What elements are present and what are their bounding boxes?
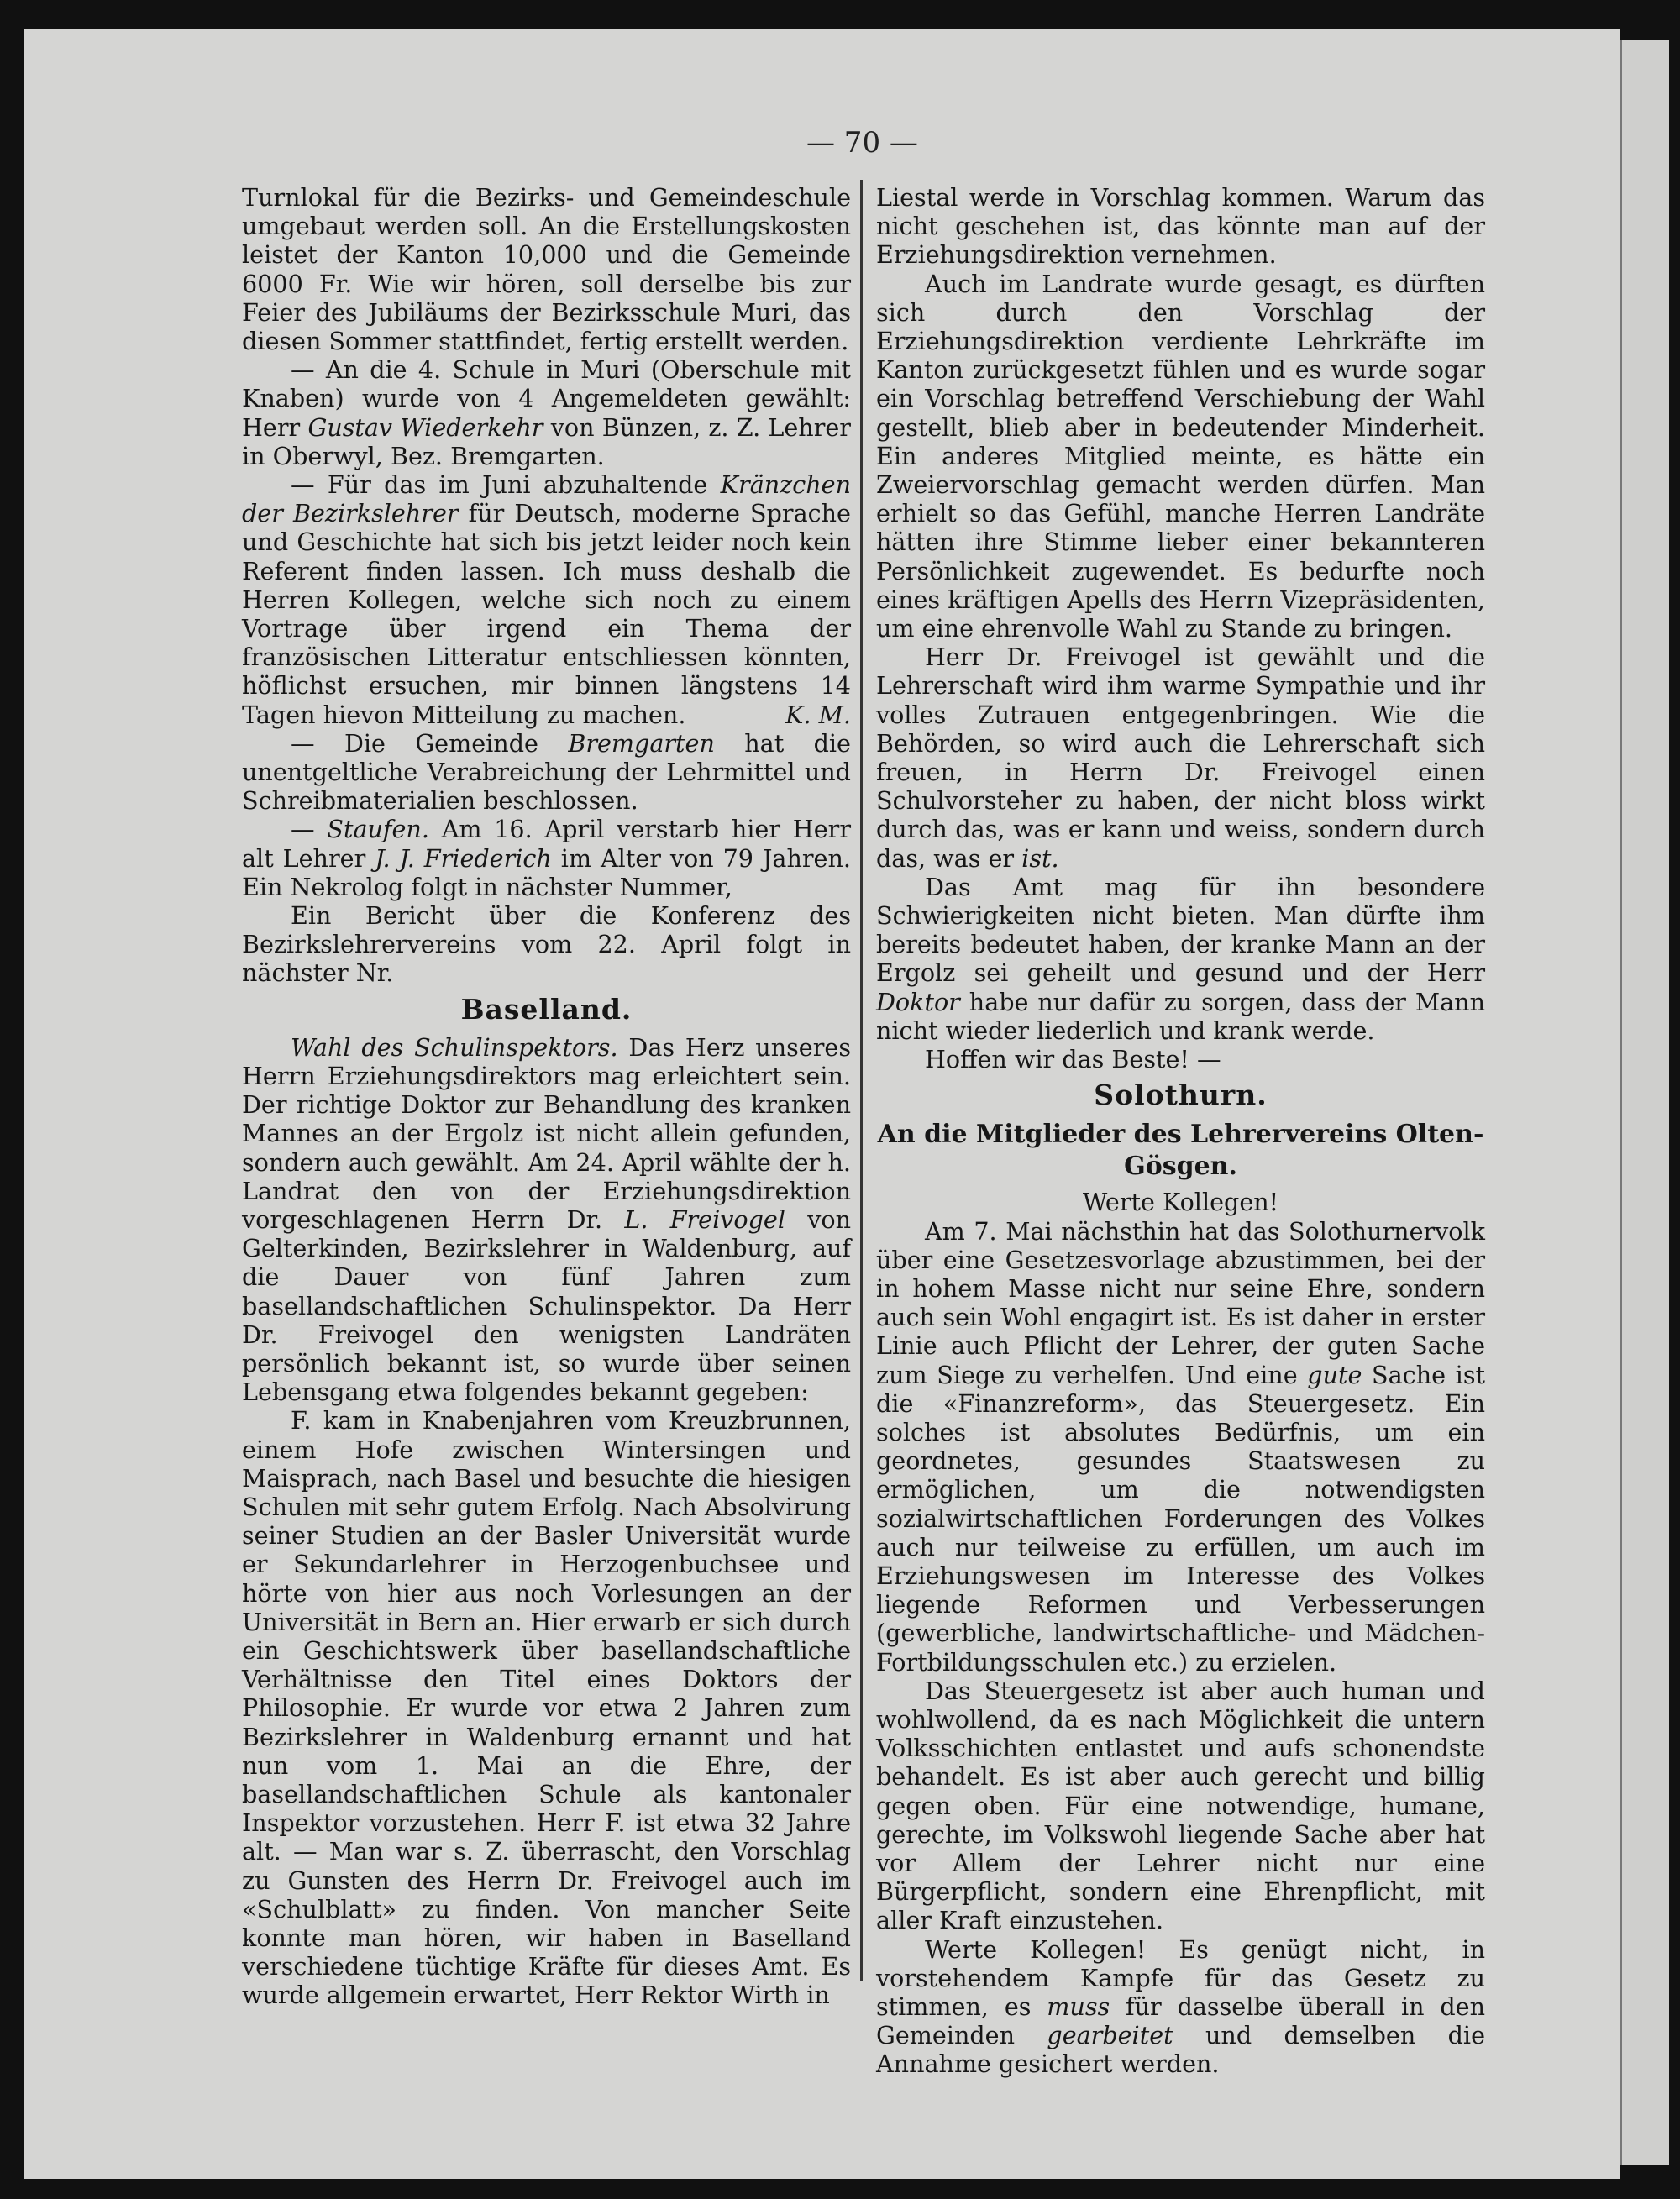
- paragraph: Herr Dr. Freivogel ist gewählt und die Lehrerschaft wird ihm warme Sympathie und ihr volles Zutrauen entgegenbringen. Wie die Behörden, so wird auch die Lehrerschaft sich freuen, in Herrn Dr. Freivogel einen Schulvorsteher zu haben, der nicht bloss wirkt durch das, was er kann und weiss, sondern durch das, was er ist.: [876, 643, 1485, 873]
- left-column: [242, 183, 851, 2010]
- paragraph: Das Amt mag für ihn besondere Schwierigkeiten nicht bieten. Man dürfte ihm bereits bedeutet haben, der kranke Mann an der Ergolz sei geheilt und gesund und der Herr Doktor habe nur dafür zu sorgen, dass der Mann nicht wieder liederlich und krank werde.: [876, 872, 1485, 1045]
- paragraph: Das Steuergesetz ist aber auch human und wohlwollend, da es nach Möglichkeit die untern Volksschichten entlastet und aufs schonendste behandelt. Es ist aber auch gerecht und billig gegen oben. Für eine notwendige, humane, gerechte, im Volkswohl liegende Sache aber hat vor Allem der Lehrer nicht nur eine Bürgerpflicht, sondern eine Ehrenpflicht, mit aller Kraft einzustehen.: [876, 1676, 1485, 1935]
- section-heading-baselland: Baselland.: [460, 992, 633, 1026]
- section-heading-solothurn: Solothurn.: [1094, 1079, 1268, 1112]
- paragraph: Hoffen wir das Beste! —: [925, 1045, 1221, 1074]
- paragraph: Werte Kollegen! Es genügt nicht, in vorstehendem Kampfe für das Gesetz zu stimmen, es muss für dasselbe überall in den Gemeinden gearbeitet und demselben die Annahme gesichert werden.: [876, 1934, 1486, 2079]
- paragraph: — Für das im Juni abzuhaltende Kränzchen der Bezirkslehrer für Deutsch, moderne Sprache und Geschichte hat sich bis jetzt leider noch kein Referent finden lassen. Ich muss deshalb die Herren Kollegen, welche sich noch zu einem Vortrage über irgend ein Thema der französischen Litteratur entschliessen könnten, höflichst ersuchen, mir binnen längstens 14 Tagen hievon Mitteilung zu machen. K. M.: [242, 470, 851, 729]
- paragraph: Am 7. Mai nächsthin hat das Solothurnervolk über eine Gesetzesvorlage abzustimmen, bei der in hohem Masse nicht nur seine Ehre, sondern auch sein Wohl engagirt ist. Es ist daher in erster Linie auch Pflicht der Lehrer, der guten Sache zum Siege zu verhelfen. Und eine gute Sache ist die «Finanzreform», das Steuergesetz. Ein solches ist absolutes Bedürfnis, um ein geordnetes, gesundes Staatswesen zu ermöglichen, um die notwendigsten sozialwirtschaftlichen Forderungen des Volkes auch nur teilweise zu erfüllen, um auch im Erziehungswesen im Interesse des Volkes liegende Reformen und Verbesserungen (gewerbliche, landwirtschaftliche- und Mädchen-Fortbildungsschulen etc.) zu erzielen.: [876, 1216, 1485, 1677]
- paragraph: Wahl des Schulinspektors. Das Herz unseres Herrn Erziehungsdirektors mag erleichtert sein. Der richtige Doktor zur Behandlung des kranken Mannes an der Ergolz ist nicht allein gefunden, sondern auch gewählt. Am 24. April wählte der h. Landrat den von der Erziehungsdirektion vorgeschlagenen Herrn Dr. L. Freivogel von Gelterkinden, Bezirkslehrer in Waldenburg, auf die Dauer von fünf Jahren zum basellandschaftlichen Schulinspektor. Da Herr Dr. Freivogel den wenigsten Landräten persönlich bekannt ist, so wurde über seinen Lebensgang etwa folgendes bekannt gegeben:: [242, 1032, 851, 1407]
- paragraph: — Staufen. Am 16. April verstarb hier Herr alt Lehrer J. J. Friederich im Alter von 79 Jahren. Ein Nekrolog folgt in nächster Nummer,: [242, 815, 851, 901]
- signature: K. M.: [785, 700, 851, 729]
- paragraph: Liestal werde in Vorschlag kommen. Warum das nicht geschehen ist, das könnte man auf der Erziehungsdirektion vernehmen.: [876, 183, 1485, 270]
- column-divider: [860, 180, 863, 1981]
- paragraph: F. kam in Knabenjahren vom Kreuzbrunnen, einem Hofe zwischen Wintersingen und Maisprach, nach Basel und besuchte die hiesigen Schulen mit sehr gutem Erfolg. Nach Absolvirung seiner Studien an der Basler Universität wurde er Sekundarlehrer in Herzogenbuchsee und hörte von hier aus noch Vorlesungen an der Universität in Bern an. Hier erwarb er sich durch ein Geschichtswerk über basellandschaftliche Verhältnisse den Titel eines Doktors der Philosophie. Er wurde vor etwa 2 Jahren zum Bezirkslehrer in Waldenburg ernannt und hat nun vom 1. Mai an die Ehre, der basellandschaftlichen Schule als kantonaler Inspektor vorzustehen. Herr F. ist etwa 32 Jahre alt. — Man war s. Z. überrascht, den Vorschlag zu Gunsten des Herrn Dr. Freivogel auch im «Schulblatt» zu finden. Von mancher Seite konnte man hören, wir haben in Baselland verschiedene tüchtige Kräfte für dieses Amt. Es wurde allgemein erwartet, Herr Rektor Wirth in: [242, 1406, 851, 2010]
- paragraph: — Die Gemeinde Bremgarten hat die unentgeltliche Verabreichung der Lehrmittel und Schreibmaterialien beschlossen.: [242, 728, 851, 816]
- paragraph: Ein Bericht über die Konferenz des Bezirkslehrervereins vom 22. April folgt in nächster Nr.: [242, 901, 851, 988]
- paragraph: — An die 4. Schule in Muri (Oberschule mit Knaben) wurde von 4 Angemeldeten gewählt: Herr Gustav Wiederkehr von Bünzen, z. Z. Lehrer in Oberwyl, Bez. Bremgarten.: [242, 355, 851, 470]
- paragraph: Auch im Landrate wurde gesagt, es dürften sich durch den Vorschlag der Erziehungsdirektion verdiente Lehrkräfte im Kanton zurückgesetzt fühlen und es wurde sogar ein Vorschlag betreffend Verschiebung der Wahl gestellt, blieb aber in bedeutender Minderheit. Ein anderes Mitglied meinte, es hätte ein Zweiervorschlag gemacht werden dürfen. Man erhielt so das Gefühl, manche Herren Landräte hätten ihre Stimme lieber einer bekannteren Persönlichkeit zugewendet. Es bedurfte noch eines kräftigen Apells des Herrn Vizepräsidenten, um eine ehrenvolle Wahl zu Stande zu bringen.: [876, 269, 1485, 643]
- page-number: — 70 —: [806, 126, 918, 160]
- subheading: An die Mitglieder des Lehrervereins Olten-Gösgen.: [877, 1120, 1484, 1182]
- paragraph: Turnlokal für die Bezirks- und Gemeindeschule umgebaut werden soll. An die Erstellungskosten leistet der Kanton 10,000 und die Gemeinde 6000 Fr. Wie wir hören, soll derselbe bis zur Feier des Jubiläums der Bezirksschule Muri, das diesen Sommer stattfindet, fertig erstellt werden.: [242, 183, 851, 356]
- right-column: [876, 183, 1485, 2079]
- salutation: Werte Kollegen!: [1082, 1188, 1279, 1217]
- adjacent-page-edge: [1620, 40, 1669, 2165]
